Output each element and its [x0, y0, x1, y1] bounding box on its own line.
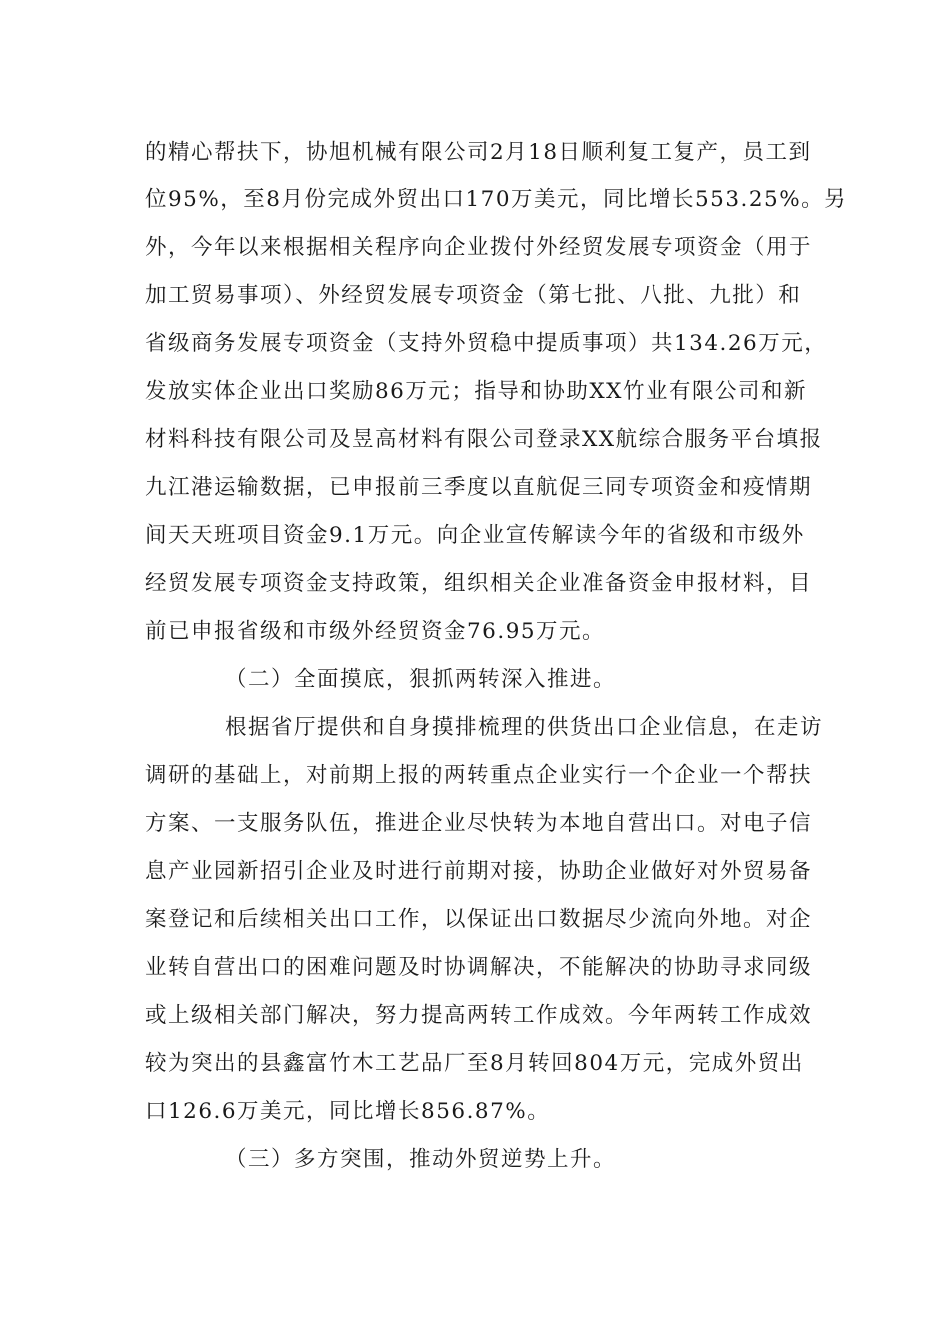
text-line: 息产业园新招引企业及时进行前期对接，协助企业做好对外贸易备	[145, 859, 813, 884]
section-heading: （三）多方突围，推动外贸逆势上升。	[225, 1147, 617, 1172]
paragraph-first-line: 根据省厅提供和自身摸排梳理的供货出口企业信息，在走访	[225, 715, 824, 740]
text-line: 调研的基础上，对前期上报的两转重点企业实行一个企业一个帮扶	[145, 763, 813, 788]
text-line: 经贸发展专项资金支持政策，组织相关企业准备资金申报材料，目	[145, 571, 813, 596]
text-line: 较为突出的县鑫富竹木工艺品厂至8月转回804万元，完成外贸出	[145, 1051, 804, 1076]
text-line: 发放实体企业出口奖励86万元；指导和协助XX竹业有限公司和新	[145, 379, 807, 404]
text-line: 材料科技有限公司及昱高材料有限公司登录XX航综合服务平台填报	[145, 427, 823, 452]
text-line: 省级商务发展专项资金（支持外贸稳中提质事项）共134.26万元，	[145, 331, 828, 356]
text-line: 方案、一支服务队伍，推进企业尽快转为本地自营出口。对电子信	[145, 811, 813, 836]
text-line: 外，今年以来根据相关程序向企业拨付外经贸发展专项资金（用于	[145, 235, 813, 260]
text-line: 间天天班项目资金9.1万元。向企业宣传解读今年的省级和市级外	[145, 523, 805, 548]
text-line: 的精心帮扶下，协旭机械有限公司2月18日顺利复工复产，员工到	[145, 140, 812, 165]
text-line: 位95%，至8月份完成外贸出口170万美元，同比增长553.25%。另	[145, 187, 848, 212]
text-line: 前已申报省级和市级外经贸资金76.95万元。	[145, 619, 606, 644]
text-line: 业转自营出口的困难问题及时协调解决，不能解决的协助寻求同级	[145, 955, 813, 980]
section-heading: （二）全面摸底，狠抓两转深入推进。	[225, 667, 617, 692]
text-line: 加工贸易事项）、外经贸发展专项资金（第七批、八批、九批）和	[145, 283, 802, 308]
text-line: 案登记和后续相关出口工作，以保证出口数据尽少流向外地。对企	[145, 907, 813, 932]
text-line: 口126.6万美元，同比增长856.87%。	[145, 1099, 551, 1124]
text-line: 或上级相关部门解决，努力提高两转工作成效。今年两转工作成效	[145, 1003, 813, 1028]
text-line: 九江港运输数据，已申报前三季度以直航促三同专项资金和疫情期	[145, 475, 813, 500]
